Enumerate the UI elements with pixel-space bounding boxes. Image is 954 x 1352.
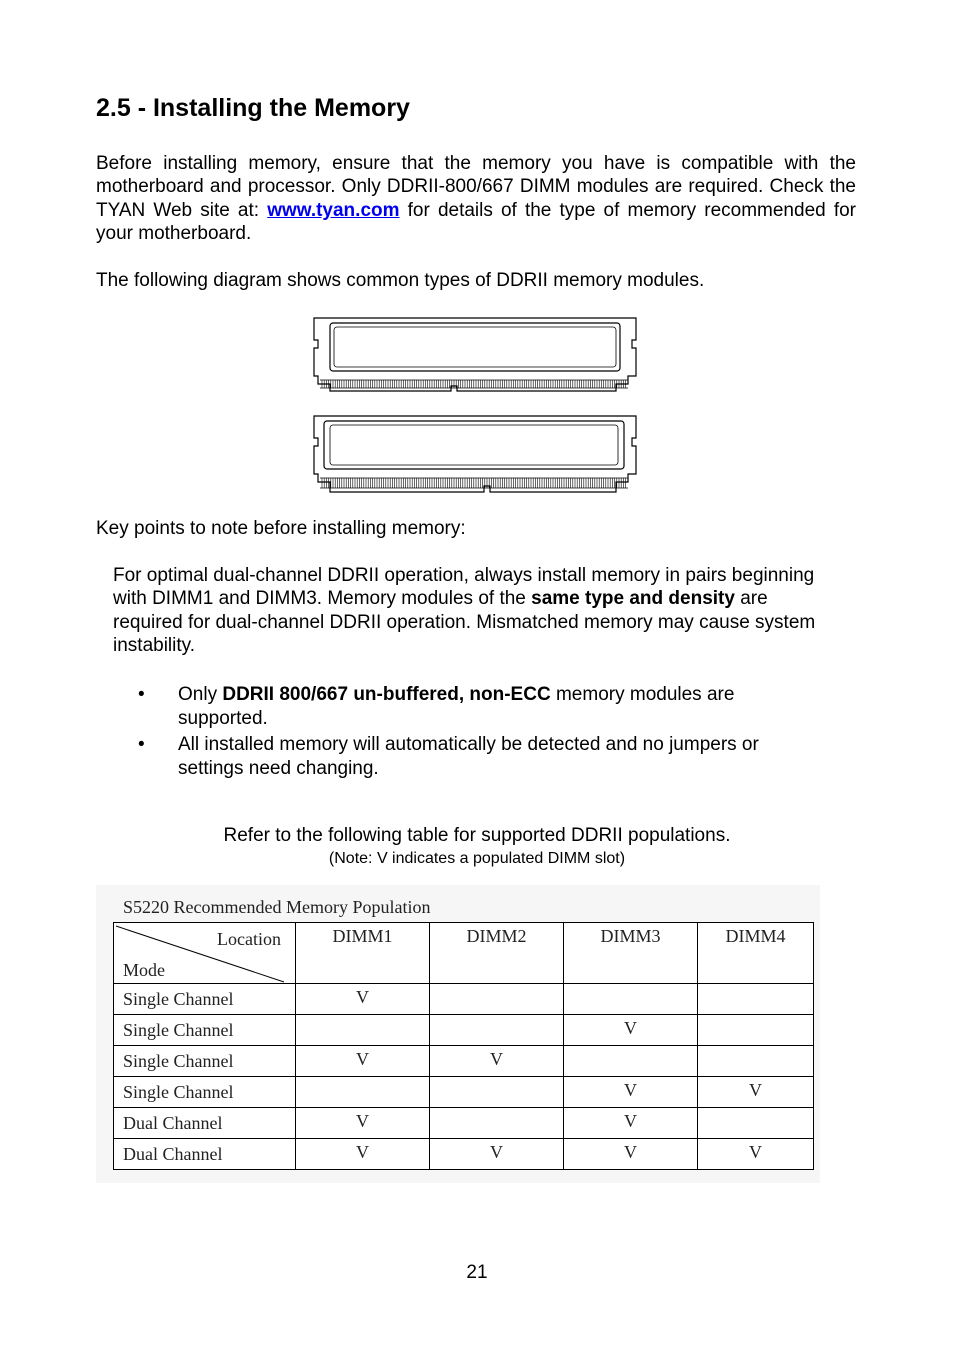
memory-population-table [113, 922, 814, 1170]
mode-cell: Dual Channel [114, 1108, 296, 1139]
table-cell: V [564, 1108, 698, 1139]
tyan-website-link[interactable]: www.tyan.com [267, 199, 400, 221]
bullet-bold-text: DDRII 800/667 un-buffered, non-ECC [222, 684, 551, 705]
table-cell: V [564, 1077, 698, 1108]
table-cell: V [430, 1139, 564, 1170]
list-item [113, 733, 813, 781]
table-row [114, 1139, 814, 1170]
table-cell [430, 1015, 564, 1046]
mode-cell: Single Channel [114, 1046, 296, 1077]
bullet-text-after: memory modules are supported. [178, 684, 735, 729]
table-cell [430, 1108, 564, 1139]
table-row [114, 1077, 814, 1108]
page-number: 21 [466, 1262, 488, 1283]
table-refer-text: Refer to the following table for supported DDRII populations. [223, 825, 731, 846]
column-header: DIMM3 [564, 923, 698, 984]
column-header: DIMM4 [698, 923, 814, 984]
table-cell [430, 1077, 564, 1108]
table-row [114, 984, 814, 1015]
table-cell: V [296, 1108, 430, 1139]
key-points-list [113, 683, 813, 783]
table-cell: V [698, 1139, 814, 1170]
table-cell [698, 1046, 814, 1077]
dimm-module-top [314, 318, 636, 391]
table-cell: V [564, 1139, 698, 1170]
table-row [114, 1015, 814, 1046]
table-cell [564, 1046, 698, 1077]
intro-paragraph [96, 152, 856, 246]
table-row [114, 1108, 814, 1139]
table-header-row [114, 923, 814, 984]
mode-cell: Dual Channel [114, 1139, 296, 1170]
table-cell: V [296, 984, 430, 1015]
mode-cell: Single Channel [114, 1015, 296, 1046]
table-caption: S5220 Recommended Memory Population [123, 897, 431, 917]
header-location: Location [217, 928, 281, 949]
mode-cell: Single Channel [114, 984, 296, 1015]
bullet-icon: • [138, 684, 145, 705]
table-cell [698, 1108, 814, 1139]
table-cell: V [430, 1046, 564, 1077]
header-corner-cell [114, 923, 296, 984]
dual-channel-note [113, 564, 833, 658]
intro-text-before-link: Before installing memory, ensure that the memory you have is compatible with the motherboard and processor. Only DDRII-800/667 DIMM modules are required. Check the TYAN Web site at: [96, 153, 856, 221]
table-cell [564, 984, 698, 1015]
mode-cell: Single Channel [114, 1077, 296, 1108]
table-cell: V [296, 1046, 430, 1077]
note-text-2: are required for dual-channel DDRII operation. Mismatched memory may cause system instability. [113, 588, 816, 657]
table-cell: V [296, 1139, 430, 1170]
note-bold-text: same type and density [531, 588, 735, 610]
intro-text-after-link: for details of the type of memory recommended for your motherboard. [96, 199, 857, 245]
note-text-1: For optimal dual-channel DDRII operation, always install memory in pairs beginning with DIMM1 and DIMM3. Memory modules of the [113, 565, 815, 610]
bullet-text-before: Only [178, 684, 223, 705]
ddrii-modules-diagram [310, 316, 642, 498]
dimm-module-bottom [314, 416, 636, 492]
table-note: (Note: V indicates a populated DIMM slot) [328, 850, 626, 867]
key-points-heading: Key points to note before installing memory: [96, 518, 466, 539]
table-cell [698, 1015, 814, 1046]
bullet-text: All installed memory will automatically be detected and no jumpers or settings need changing. [178, 734, 759, 779]
list-item [113, 683, 813, 731]
column-header: DIMM1 [296, 923, 430, 984]
table-cell [430, 984, 564, 1015]
table-cell: V [564, 1015, 698, 1046]
header-mode: Mode [123, 959, 165, 980]
table-cell [698, 984, 814, 1015]
table-cell [296, 1015, 430, 1046]
column-header: DIMM2 [430, 923, 564, 984]
diagram-intro: The following diagram shows common types of DDRII memory modules. [96, 270, 705, 291]
table-cell [296, 1077, 430, 1108]
section-heading: 2.5 - Installing the Memory [96, 94, 410, 122]
table-row [114, 1046, 814, 1077]
table-cell: V [698, 1077, 814, 1108]
bullet-icon: • [138, 734, 145, 755]
